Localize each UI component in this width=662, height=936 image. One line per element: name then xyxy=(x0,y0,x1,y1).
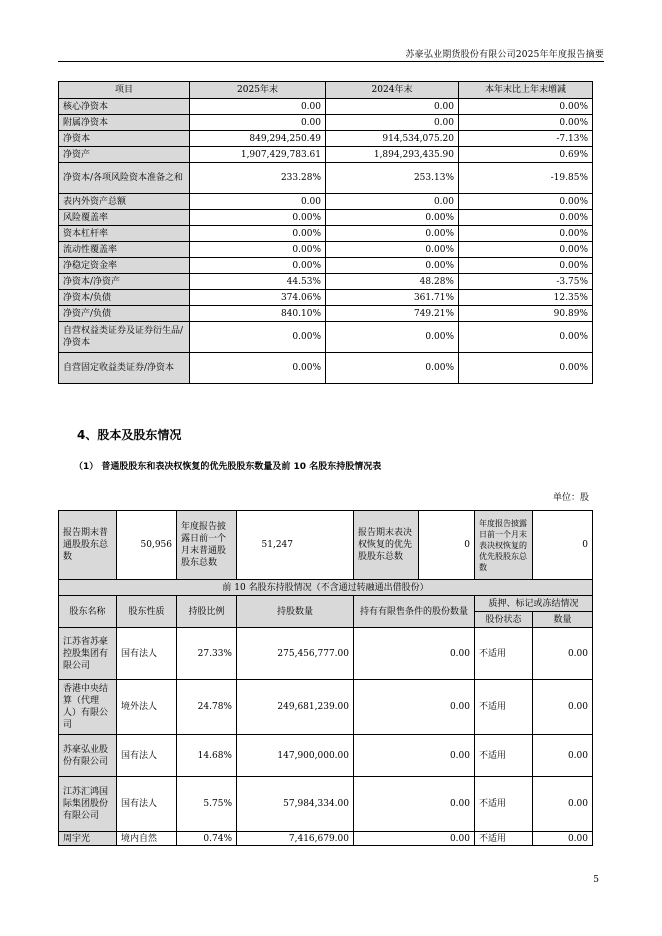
value-2024: 0.00 xyxy=(326,99,459,115)
value-2025: 44.53% xyxy=(190,274,326,290)
value-2024: 361.71% xyxy=(326,290,459,306)
shareholder-table xyxy=(58,510,593,846)
value-change: 0.00% xyxy=(459,194,593,210)
table-row xyxy=(59,226,593,242)
column-header: 2025年末 xyxy=(190,82,326,99)
shareholder-restricted: 0.00 xyxy=(354,680,475,735)
value-2024: 0.00% xyxy=(326,242,459,258)
row-label: 净资本/负债 xyxy=(59,290,190,306)
value-2024: 48.28% xyxy=(326,274,459,290)
shareholder-name: 苏豪弘业股份有限公司 xyxy=(59,735,117,777)
column-header-ratio: 持股比例 xyxy=(177,596,237,628)
subsection-title: （1） 普通股股东和表决权恢复的优先股股东数量及前 10 名股东持股情况表 xyxy=(74,462,382,472)
shareholder-ratio: 27.33% xyxy=(177,628,237,680)
shareholder-ratio: 14.68% xyxy=(177,735,237,777)
row-label: 流动性覆盖率 xyxy=(59,242,190,258)
value-2025: 0.00 xyxy=(190,115,326,131)
row-label: 净资产/负债 xyxy=(59,306,190,322)
summary-value: 51,247 xyxy=(237,511,354,580)
value-2025: 0.00 xyxy=(190,99,326,115)
table-row xyxy=(59,163,593,194)
table-row xyxy=(59,290,593,306)
financial-indicators-table xyxy=(58,81,593,384)
summary-label-inner: 报告期末表决权恢复的优先股股东总数 xyxy=(354,511,419,579)
value-2024: 253.13% xyxy=(326,163,459,194)
table-row xyxy=(59,210,593,226)
column-header-name: 股东名称 xyxy=(59,596,117,628)
column-header-restricted: 持有有限售条件的股份数量 xyxy=(354,596,475,628)
shareholder-nature: 国有法人 xyxy=(117,777,177,832)
column-header-pledge: 质押、标记或冻结情况 xyxy=(475,596,593,612)
value-2025: 0.00% xyxy=(190,242,326,258)
value-change: 90.89% xyxy=(459,306,593,322)
summary-label: 年度报告披露日前一个月末表决权恢复的优先股股东总数 xyxy=(475,511,533,580)
row-label: 净资本/各项风险资本准备之和 xyxy=(59,163,190,194)
row-label: 附属净资本 xyxy=(59,115,190,131)
table-row xyxy=(59,131,593,147)
value-2024: 914,534,075.20 xyxy=(326,131,459,147)
value-2025: 0.00% xyxy=(190,258,326,274)
row-label: 净资本 xyxy=(59,131,190,147)
summary-value: 0 xyxy=(419,511,474,579)
shareholder-quantity: 7,416,679.00 xyxy=(237,832,354,846)
top10-title-row xyxy=(59,580,593,596)
value-2024: 0.00% xyxy=(326,258,459,274)
value-change: 0.00% xyxy=(459,210,593,226)
value-2024: 0.00% xyxy=(326,226,459,242)
pledge-status: 不适用 xyxy=(475,628,533,680)
table-row xyxy=(59,306,593,322)
row-label: 自营固定收益类证券/净资本 xyxy=(59,353,190,384)
value-2024: 0.00 xyxy=(326,194,459,210)
table-row xyxy=(59,115,593,131)
shareholder-quantity: 57,984,334.00 xyxy=(237,777,354,832)
column-header: 项目 xyxy=(59,82,190,99)
column-header-pledge-status: 股份状态 xyxy=(475,612,533,628)
pledge-status: 不适用 xyxy=(475,777,533,832)
page-number: 5 xyxy=(593,875,599,885)
shareholder-ratio: 0.74% xyxy=(177,832,237,846)
column-header: 2024年末 xyxy=(326,82,459,99)
row-label: 净稳定资金率 xyxy=(59,258,190,274)
shareholder-restricted: 0.00 xyxy=(354,777,475,832)
table-row xyxy=(59,147,593,163)
pledge-qty: 0.00 xyxy=(533,735,593,777)
shareholder-ratio: 5.75% xyxy=(177,777,237,832)
shareholder-nature: 境外法人 xyxy=(117,680,177,735)
value-2025: 1,907,429,783.61 xyxy=(190,147,326,163)
summary-label xyxy=(354,511,475,580)
value-2025: 0.00% xyxy=(190,210,326,226)
row-label: 核心净资本 xyxy=(59,99,190,115)
shareholder-name: 周宇光 xyxy=(59,832,117,846)
table-row xyxy=(59,242,593,258)
shareholder-quantity: 147,900,000.00 xyxy=(237,735,354,777)
pledge-qty: 0.00 xyxy=(533,832,593,846)
summary-value: 50,956 xyxy=(117,511,177,580)
table-row xyxy=(59,832,593,846)
table-row xyxy=(59,777,593,832)
shareholder-name: 江苏汇鸿国际集团股份有限公司 xyxy=(59,777,117,832)
unit-label: 单位：股 xyxy=(552,493,589,503)
shareholder-quantity: 249,681,239.00 xyxy=(237,680,354,735)
table-row xyxy=(59,735,593,777)
value-2025: 233.28% xyxy=(190,163,326,194)
column-header-row xyxy=(59,596,593,612)
value-2025: 0.00% xyxy=(190,322,326,353)
value-2025: 0.00% xyxy=(190,226,326,242)
shareholder-restricted: 0.00 xyxy=(354,628,475,680)
pledge-status: 不适用 xyxy=(475,680,533,735)
shareholder-nature: 境内自然 xyxy=(117,832,177,846)
table-row xyxy=(59,322,593,353)
value-change: 0.00% xyxy=(459,242,593,258)
page-header: 苏豪弘业期货股份有限公司2025年年度报告摘要 xyxy=(405,50,604,60)
row-label: 净资本/净资产 xyxy=(59,274,190,290)
pledge-status: 不适用 xyxy=(475,832,533,846)
row-label: 资本杠杆率 xyxy=(59,226,190,242)
shareholder-name: 江苏省苏豪控股集团有限公司 xyxy=(59,628,117,680)
value-change: 0.00% xyxy=(459,322,593,353)
value-change: -19.85% xyxy=(459,163,593,194)
table-row xyxy=(59,274,593,290)
value-change: -3.75% xyxy=(459,274,593,290)
value-2024: 0.00% xyxy=(326,353,459,384)
summary-label: 年度报告披露日前一个月末普通股股东总数 xyxy=(177,511,237,580)
value-2024: 0.00 xyxy=(326,115,459,131)
value-2024: 0.00% xyxy=(326,210,459,226)
summary-row xyxy=(59,511,593,580)
column-header-pledge-qty: 数量 xyxy=(533,612,593,628)
value-change: 0.00% xyxy=(459,258,593,274)
pledge-qty: 0.00 xyxy=(533,628,593,680)
value-2025: 840.10% xyxy=(190,306,326,322)
shareholder-restricted: 0.00 xyxy=(354,735,475,777)
table-row xyxy=(59,353,593,384)
table-row xyxy=(59,99,593,115)
value-2025: 374.06% xyxy=(190,290,326,306)
section-title: 4、股本及股东情况 xyxy=(77,428,182,442)
value-2024: 749.21% xyxy=(326,306,459,322)
value-2025: 849,294,250.49 xyxy=(190,131,326,147)
shareholder-nature: 国有法人 xyxy=(117,735,177,777)
shareholder-quantity: 275,456,777.00 xyxy=(237,628,354,680)
header-rule xyxy=(58,61,604,62)
summary-value: 0 xyxy=(533,511,593,580)
value-2024: 1,894,293,435.90 xyxy=(326,147,459,163)
top10-title: 前 10 名股东持股情况（不含通过转融通出借股份） xyxy=(59,580,593,596)
shareholder-restricted: 0.00 xyxy=(354,832,475,846)
column-header-nature: 股东性质 xyxy=(117,596,177,628)
table-header-row xyxy=(59,82,593,99)
row-label: 表内外资产总额 xyxy=(59,194,190,210)
column-header: 本年末比上年末增减 xyxy=(459,82,593,99)
value-change: 0.00% xyxy=(459,353,593,384)
table-row xyxy=(59,628,593,680)
table-row xyxy=(59,194,593,210)
value-2025: 0.00% xyxy=(190,353,326,384)
value-change: 0.00% xyxy=(459,99,593,115)
column-header-quantity: 持股数量 xyxy=(237,596,354,628)
shareholder-ratio: 24.78% xyxy=(177,680,237,735)
table-row xyxy=(59,258,593,274)
shareholder-nature: 国有法人 xyxy=(117,628,177,680)
value-2025: 0.00 xyxy=(190,194,326,210)
value-change: 0.00% xyxy=(459,226,593,242)
row-label: 风险覆盖率 xyxy=(59,210,190,226)
pledge-qty: 0.00 xyxy=(533,680,593,735)
value-change: 0.69% xyxy=(459,147,593,163)
pledge-status: 不适用 xyxy=(475,735,533,777)
pledge-qty: 0.00 xyxy=(533,777,593,832)
row-label: 自营权益类证券及证券衍生品/净资本 xyxy=(59,322,190,353)
value-change: 12.35% xyxy=(459,290,593,306)
summary-label: 报告期末普通股股东总数 xyxy=(59,511,117,580)
value-change: 0.00% xyxy=(459,115,593,131)
table-row xyxy=(59,680,593,735)
value-2024: 0.00% xyxy=(326,322,459,353)
shareholder-name: 香港中央结算（代理人）有限公司 xyxy=(59,680,117,735)
value-change: -7.13% xyxy=(459,131,593,147)
row-label: 净资产 xyxy=(59,147,190,163)
